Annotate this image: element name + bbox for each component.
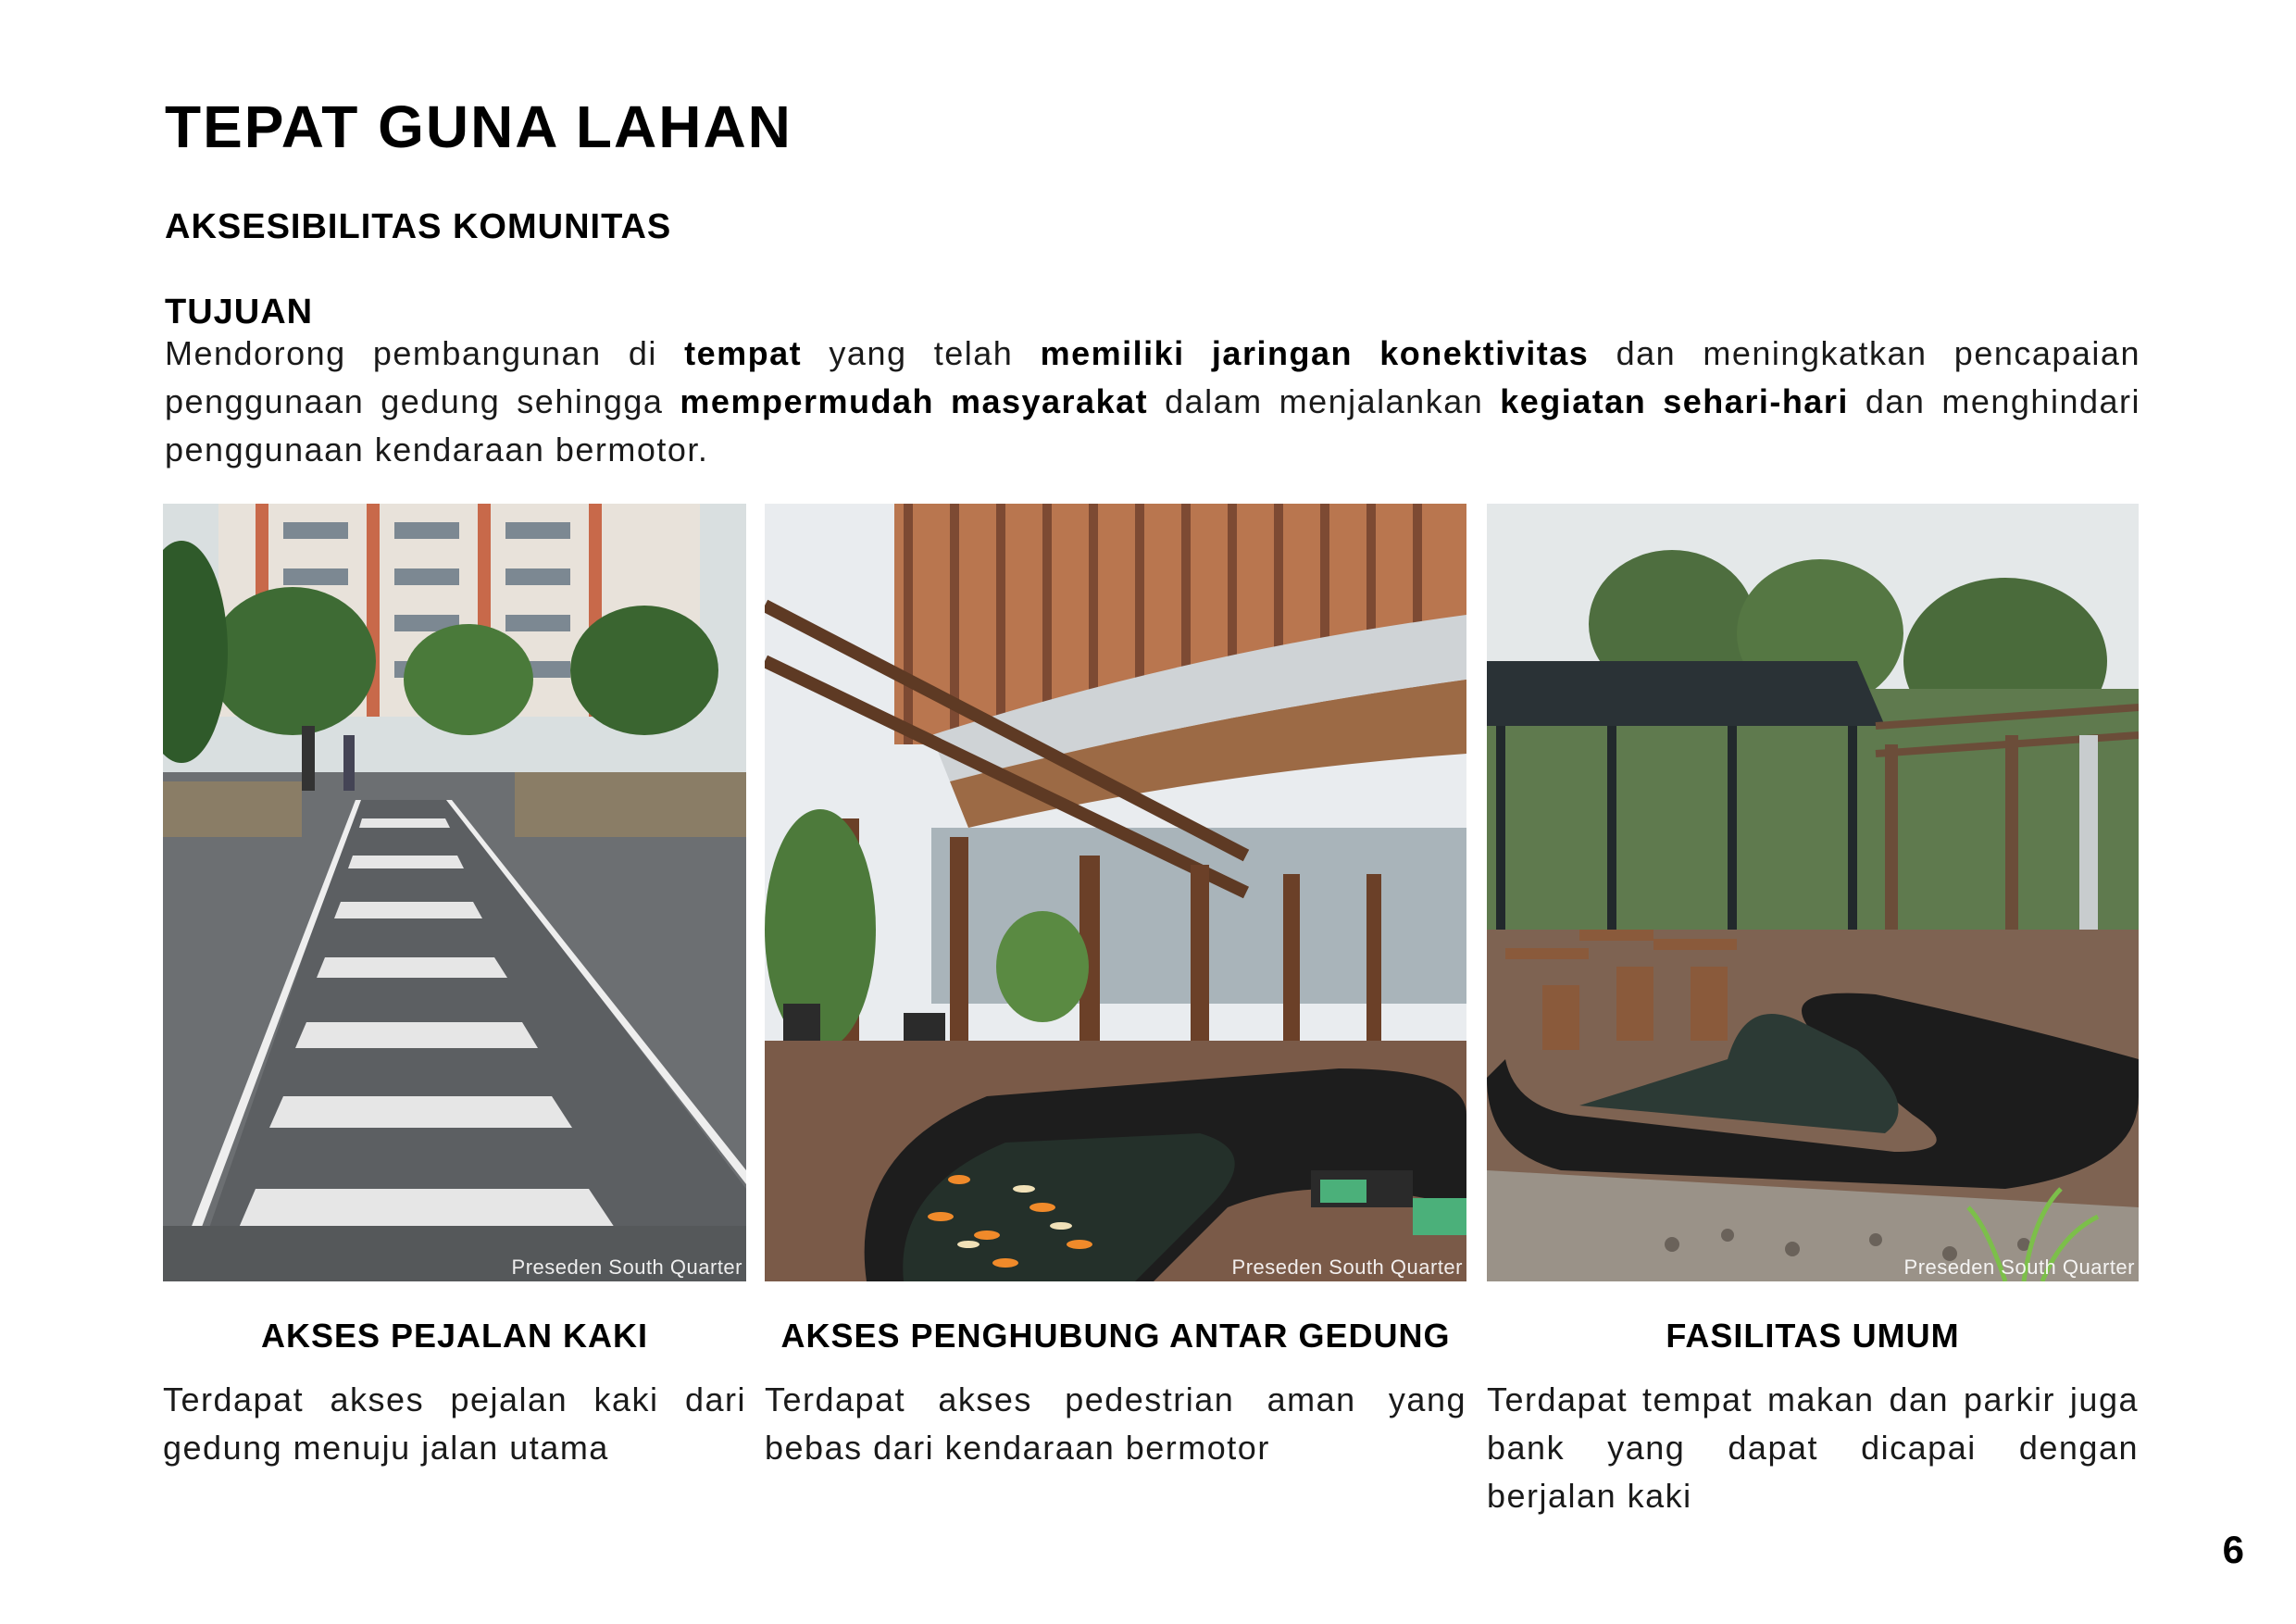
photo-pedestrian-path (163, 504, 746, 1281)
goal-text-segment: dan menghindari penggunaan kendaraan bermotor. (165, 382, 2140, 468)
page-title: TEPAT GUNA LAHAN (165, 94, 792, 160)
connecting-walkway-illustration (765, 504, 1466, 1281)
goal-emphasis: kegiatan sehari-hari (1500, 382, 1849, 420)
section-subtitle: AKSESIBILITAS KOMUNITAS (165, 207, 672, 246)
goal-emphasis: mempermudah masyarakat (680, 382, 1149, 420)
goal-text-segment: dalam menjalankan (1148, 382, 1501, 420)
column-text-facilities: Terdapat tempat makan dan parkir juga bank yang dapat dicapai dengan berjalan kaki (1487, 1380, 2139, 1515)
goal-text-segment: dan meningkatkan pencapaian penggunaan gedung sehingga (165, 334, 2140, 420)
goal-emphasis: tempat (684, 334, 803, 372)
public-facilities-illustration (1487, 504, 2139, 1281)
goal-label: TUJUAN (165, 293, 314, 331)
photo-public-facilities (1487, 504, 2139, 1281)
goal-text-segment: yang telah (802, 334, 1041, 372)
page-number: 6 (2222, 1528, 2244, 1571)
column-heading-facilities: FASILITAS UMUM (1666, 1317, 1960, 1355)
column-text-connector: Terdapat akses pedestrian aman yang bebas dari kendaraan bermotor (765, 1380, 1466, 1467)
column-heading-connector: AKSES PENGHUBUNG ANTAR GEDUNG (780, 1317, 1451, 1355)
pedestrian-path-illustration (163, 504, 746, 1281)
goal-text-segment: Mendorong pembangunan di (165, 334, 685, 372)
photo-watermark: Preseden South Quarter (1231, 1255, 1463, 1279)
goal-paragraph (165, 330, 2140, 474)
goal-emphasis: memiliki jaringan konektivitas (1040, 334, 1590, 372)
photo-watermark: Preseden South Quarter (511, 1255, 742, 1279)
column-heading-pedestrian: AKSES PEJALAN KAKI (260, 1317, 649, 1355)
column-text-pedestrian: Terdapat akses pejalan kaki dari gedung menuju jalan utama (163, 1380, 746, 1467)
photo-watermark: Preseden South Quarter (1903, 1255, 2135, 1279)
photo-connecting-walkway (765, 504, 1466, 1281)
